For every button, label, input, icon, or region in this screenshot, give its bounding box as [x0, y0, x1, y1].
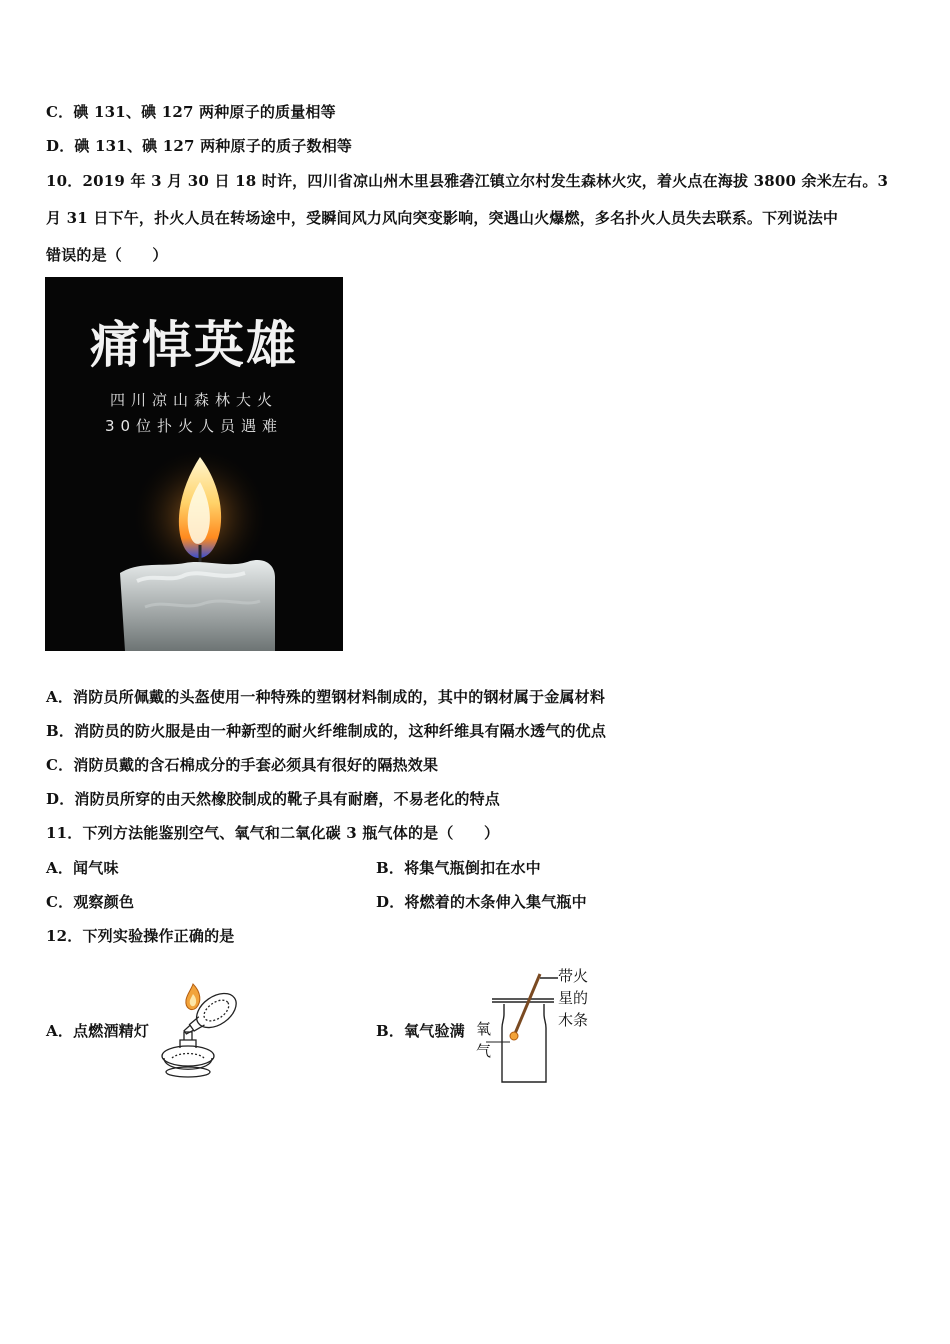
q12-option-b: B．氧气验满 [376, 1022, 465, 1040]
q11-option-a: A．闻气味 [46, 859, 119, 877]
oxygen-label-line-1: 氧 [476, 1020, 492, 1038]
q11-option-b: B．将集气瓶倒扣在水中 [376, 859, 541, 877]
q9-option-c: C．碘 131、碘 127 两种原子的质量相等 [46, 103, 336, 121]
q12-stem: 12．下列实验操作正确的是 [46, 927, 235, 945]
q10-option-b: B．消防员的防火服是由一种新型的耐火纤维制成的，这种纤维具有隔水透气的优点 [46, 722, 607, 740]
q10-stem-line-3: 错误的是（ ） [46, 246, 168, 264]
q10-option-c: C．消防员戴的含石棉成分的手套必须具有很好的隔热效果 [46, 756, 439, 774]
q11-option-d: D．将燃着的木条伸入集气瓶中 [376, 893, 587, 911]
candle-icon [45, 277, 343, 651]
poster-subtitle-2: 30位扑火人员遇难 [104, 417, 284, 435]
q10-stem-line-2: 月 31 日下午，扑火人员在转场途中，受瞬间风力风向突变影响，突遇山火爆燃，多名扑火人员失去联系。下列说法中 [46, 209, 839, 227]
oxygen-label-line-2: 气 [476, 1042, 492, 1060]
q11-option-c: C．观察颜色 [46, 893, 135, 911]
memorial-poster-image [45, 277, 343, 651]
q10-option-d: D．消防员所穿的由天然橡胶制成的靴子具有耐磨，不易老化的特点 [46, 790, 501, 808]
poster-title: 痛悼英雄 [90, 316, 298, 374]
q11-stem: 11．下列方法能鉴别空气、氧气和二氧化碳 3 瓶气体的是（ ） [46, 824, 500, 842]
splint-label-line-3: 木条 [558, 1011, 589, 1029]
poster-subtitle-1: 四川凉山森林大火 [109, 391, 278, 409]
q10-option-a: A．消防员所佩戴的头盔使用一种特殊的塑钢材料制成的，其中的钢材属于金属材料 [46, 688, 606, 706]
q9-option-d: D．碘 131、碘 127 两种原子的质子数相等 [46, 137, 353, 155]
q10-stem-line-1: 10．2019 年 3 月 30 日 18 时许，四川省凉山州木里县雅砻江镇立尔村发生森林火灾，着火点在海拔 3800 余米左右。3 [46, 172, 889, 190]
splint-label-line-2: 星的 [558, 989, 589, 1007]
alcohol-lamp-lighting-icon [158, 978, 258, 1082]
splint-label-line-1: 带火 [558, 967, 589, 985]
q12-option-a: A．点燃酒精灯 [46, 1022, 150, 1040]
